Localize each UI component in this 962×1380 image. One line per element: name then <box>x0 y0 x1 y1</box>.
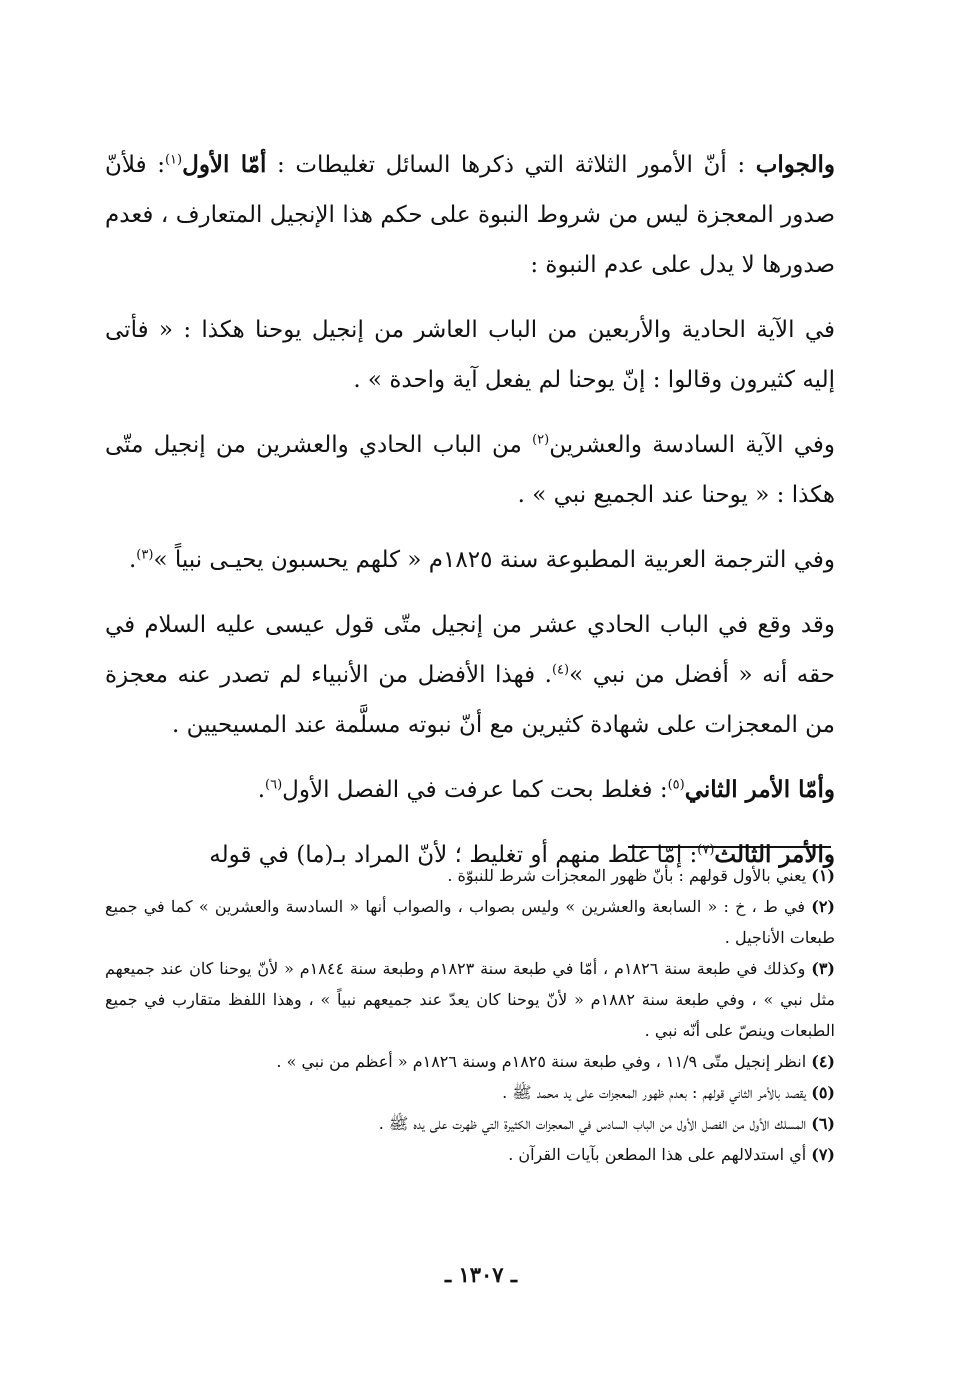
paragraph-text: وفي الآية السادسة والعشرين <box>549 432 835 458</box>
footnote-number: (٥) <box>811 1083 835 1102</box>
paragraph-matthew-11 <box>105 600 835 750</box>
second-point-heading: وأمّا الأمر الثاني <box>684 776 835 803</box>
paragraph-text: . <box>257 777 265 803</box>
paragraph-arabic-translation <box>105 535 835 585</box>
footnote-text: في ط ، خ : « السابعة والعشرين » وليس بصواب ، والصواب أنها « السادسة والعشرين » كما في جميع طبعات الأناجيل . <box>105 897 835 947</box>
paragraph-text: من الباب الحادي والعشرين من إنجيل متّى هكذا : « يوحنا عند الجميع نبي » . <box>105 432 835 508</box>
footnote-ref[interactable]: (٣) <box>136 547 154 563</box>
paragraph-text: في الآية الحادية والأربعين من الباب العاشر من إنجيل يوحنا هكذا : « فأتى إليه كثيرون وقالوا : إنّ يوحنا لم يفعل آية واحدة » . <box>105 317 835 393</box>
footnote-item <box>105 891 835 953</box>
footnote-ref[interactable]: (٧) <box>697 842 715 858</box>
paragraph-text: : إمّا غلط منهم أو تغليط ؛ لأنّ المراد بـ(ما) في قوله <box>209 842 698 868</box>
footnotes-section <box>105 860 835 1170</box>
paragraph-matthew-21 <box>105 420 835 520</box>
footnote-number: (٣) <box>811 959 835 978</box>
footnote-text: وكذلك في طبعة سنة ١٨٢٦م ، أمّا في طبعة سنة ١٨٢٣م وطبعة سنة ١٨٤٤م « لأنّ يوحنا كان عند جميعهم مثل نبي » ، وفي طبعة سنة ١٨٨٢م « لأنّ يوحنا كان يعدّ عند جميعهم نبياً » ، وهذا اللفظ متقارب في جميع الطبعات وينصّ على أنّه نبي . <box>105 959 836 1040</box>
footnote-text: يقصد بالأمر الثاني قولهم : بعدم ظهور المعجزات على يد محمد ﷺ . <box>502 1083 807 1102</box>
footnote-number: (٢) <box>811 897 835 916</box>
footnote-item <box>105 953 835 1046</box>
footnote-number: (١) <box>811 866 835 885</box>
footnote-number: (٤) <box>811 1052 835 1071</box>
answer-lead: والجواب <box>755 151 835 178</box>
footnote-item <box>105 860 835 891</box>
footnote-number: (٦) <box>811 1114 835 1133</box>
footnote-ref[interactable]: (٤) <box>551 662 570 678</box>
footnote-ref[interactable]: (٥) <box>667 777 685 793</box>
footnote-ref[interactable]: (٢) <box>532 432 550 448</box>
footnote-text: انظر إنجيل متّى ١١/٩ ، وفي طبعة سنة ١٨٢٥م وسنة ١٨٢٦م « أعظم من نبي » . <box>276 1052 807 1071</box>
footnote-number: (٧) <box>811 1145 835 1164</box>
paragraph-text: وقد وقع في الباب الحادي عشر من إنجيل متّى قول عيسى عليه السلام في حقه أنه « أفضل من نبي » <box>105 612 835 688</box>
paragraph-john-10 <box>105 305 835 405</box>
paragraph-text: وفي الترجمة العربية المطبوعة سنة ١٨٢٥م « كلهم يحسبون يحيـى نبياً » <box>153 547 835 573</box>
footnote-text: المسلك الأول من الفصل الأول من الباب السادس في المعجزات الكثيرة التي ظهرت على يده ﷺ . <box>378 1114 807 1133</box>
footnote-item <box>105 1046 835 1077</box>
paragraph-text: : فلأنّ صدور المعجزة ليس من شروط النبوة على حكم هذا الإنجيل المتعارف ، فعدم صدورها لا يدل على عدم النبوة : <box>105 152 835 278</box>
paragraph-text: . <box>128 547 137 573</box>
main-text <box>105 140 835 895</box>
paragraph-text: : أنّ الأمور الثلاثة التي ذكرها السائل تغليطات : <box>266 152 756 178</box>
paragraph-text: : فغلط بحت كما عرفت في الفصل الأول <box>282 777 668 803</box>
footnote-text: يعني بالأول قولهم : بأنّ ظهور المعجزات شرط للنبوّة . <box>447 866 807 885</box>
page-number: ـ ١٣٠٧ ـ <box>444 1262 518 1287</box>
footnote-divider <box>628 846 831 848</box>
paragraph-answer <box>105 140 835 290</box>
footnote-item <box>105 1139 835 1170</box>
footnote-ref[interactable]: (٦) <box>265 777 283 793</box>
footnote-item <box>105 1077 835 1108</box>
footnote-ref[interactable]: (١) <box>164 152 183 168</box>
third-point-heading: والأمر الثالث <box>714 841 835 868</box>
footnote-item <box>105 1108 835 1139</box>
footnote-text: أي استدلالهم على هذا المطعن بآيات القرآن . <box>508 1145 807 1164</box>
paragraph-text: . فهذا الأفضل من الأنبياء لم تصدر عنه معجزة من المعجزات على شهادة كثيرين مع أنّ نبوته مسلَّمة عند المسيحيين . <box>105 662 835 738</box>
first-point-heading: أمّا الأول <box>182 151 267 178</box>
paragraph-second-point <box>105 765 835 815</box>
